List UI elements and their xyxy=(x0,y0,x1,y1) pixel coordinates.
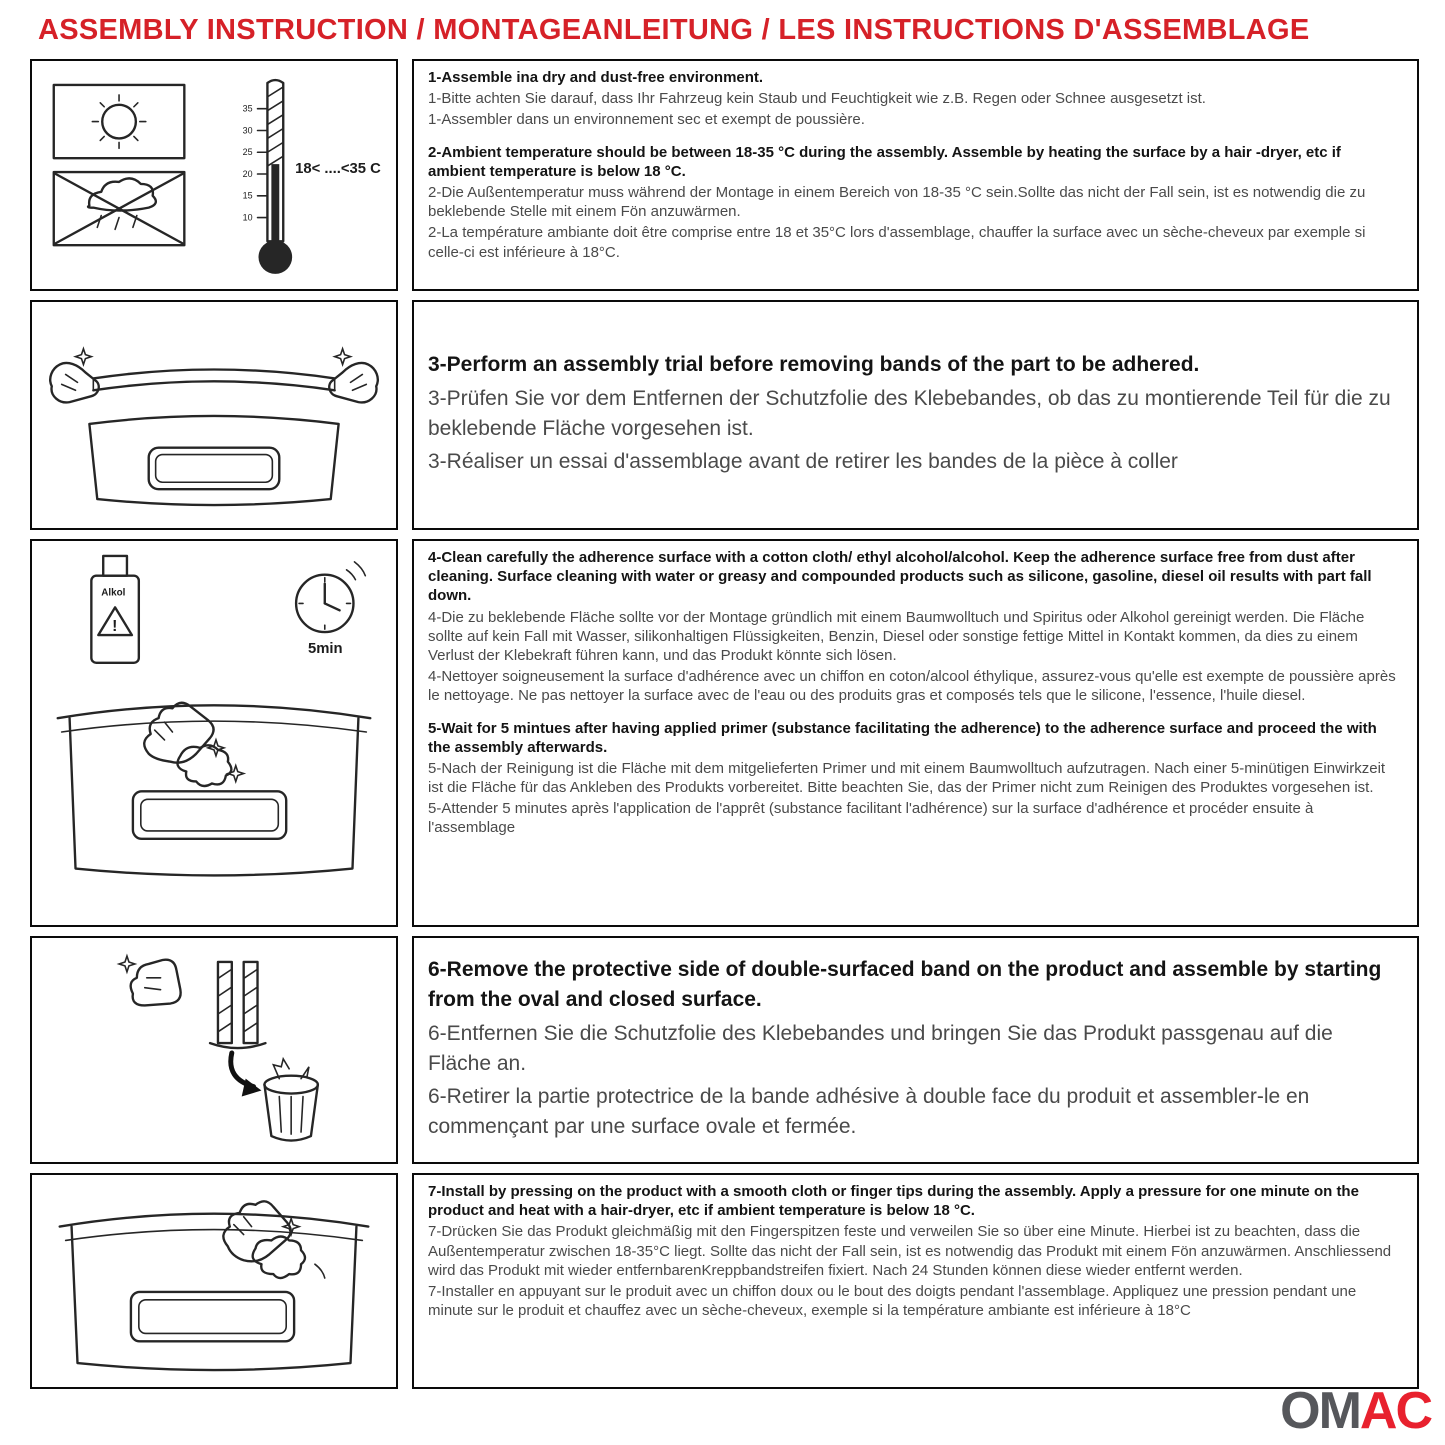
omac-logo xyxy=(1280,1382,1431,1440)
section-cleaning xyxy=(30,539,1419,927)
step-6-de: 6-Entfernen Sie die Schutzfolie des Klebebandes und bringen Sie das Produkt passgenau auf die Fläche an. xyxy=(428,1021,1333,1075)
step-2-de: 2-Die Außentemperatur muss während der Montage in einem Bereich von 18-35 °C sein.Sollte das nicht der Fall sein, ist es notwendig die zu beklebende Stelle mit einem Fön anzuwärmen. xyxy=(428,183,1366,221)
section-trial-fit xyxy=(30,300,1419,530)
section-press xyxy=(30,1173,1419,1389)
step-1-fr: 1-Assembler dans un environnement sec et exempt de poussière. xyxy=(428,111,865,129)
thermo-tick-15: 15 xyxy=(242,190,253,201)
remove-band-illustration-svg xyxy=(32,937,396,1163)
left-hand-icon xyxy=(50,349,99,403)
step-2-en: 2-Ambient temperature should be between 18-35 °C during the assembly. Assemble by heating the surface by a hair -dryer, etc if ambient temperature is below 18 °C. xyxy=(428,143,1341,180)
environment-illustration-svg xyxy=(32,60,396,290)
trim-strip-icon xyxy=(93,370,334,391)
temperature-range-label: 18< ....<35 C xyxy=(295,161,381,178)
step-7-de: 7-Drücken Sie das Produkt gleichmäßig mit den Fingerspitzen feste und verweilen Sie so über eine Minute. Hierbei ist zu beachten, dass die Außentemperatur zwischen 18-35°C liegt. Sollte das nicht der Fall sein, ist es notwendig das Produkt mit einem Fön anzuwärmen. Anschliessend wird das Produkt mit wieder entfernbarenKreppbandstreifen fixiert. Nach 24 Stunden können diese wieder entfernt werden. xyxy=(428,1223,1392,1279)
step-1-en: 1-Assemble ina dry and dust-free environment. xyxy=(428,69,764,86)
trial-fit-illustration-svg xyxy=(32,300,396,530)
arrow-icon xyxy=(231,1053,262,1097)
page-title: ASSEMBLY INSTRUCTION / MONTAGEANLEITUNG / LES INSTRUCTIONS D'ASSEMBLAGE xyxy=(38,14,1310,46)
step-3-en: 3-Perform an assembly trial before removing bands of the part to be adhered. xyxy=(428,352,1200,376)
step-6-en: 6-Remove the protective side of double-surfaced band on the product and assemble by starting from the oval and closed surface. xyxy=(428,958,1382,1011)
wiping-hand-icon xyxy=(144,703,243,786)
trunk-panel-icon xyxy=(60,1214,369,1370)
step-4-en: 4-Clean carefully the adherence surface with a cotton cloth/ ethyl alcohol/alcohol. Keep the adherence surface free from dust after cleaning. Surface cleaning with water or greasy and compounded products such as silicone, gasoline, diesel oil results with part fall down. xyxy=(428,549,1372,605)
section-remove-band xyxy=(30,936,1419,1164)
section-cleaning-text xyxy=(412,539,1419,927)
warning-mark: ! xyxy=(112,618,118,636)
peeling-hand-icon xyxy=(119,956,181,1005)
step-5-en: 5-Wait for 5 mintues after having applied primer (substance facilitating the adherence) to the adherence surface and proceed the with the assembly afterwards. xyxy=(428,719,1377,756)
step-4-fr: 4-Nettoyer soigneusement la surface d'adhérence avec un chiffon en coton/alcool éthylique, assurez-vous qu'elle est exempte de poussière après le nettoyage. Ne pas nettoyer la surface avec de l'eau ou des produits gras et composés tels que le silicone, l'essence, l'huile diesel. xyxy=(428,668,1396,705)
section-remove-band-text xyxy=(412,936,1419,1164)
cleaning-illustration-svg xyxy=(32,540,396,926)
pressing-hand-icon xyxy=(223,1201,324,1278)
trunk-panel-icon xyxy=(89,416,338,505)
section-trial-fit-text xyxy=(412,300,1419,530)
thermo-tick-25: 25 xyxy=(242,147,253,158)
right-hand-icon xyxy=(329,349,378,403)
thermo-tick-20: 20 xyxy=(242,168,253,179)
sun-icon xyxy=(54,85,185,158)
press-illustration xyxy=(30,1173,398,1389)
section-environment xyxy=(30,59,1419,291)
step-5-fr: 5-Attender 5 minutes après l'application de l'apprêt (substance facilitant l'adhérence) sur la surface d'adhérence et procéder ensuite à l'assemblage xyxy=(428,800,1314,837)
thermo-tick-30: 30 xyxy=(242,125,253,136)
remove-band-illustration xyxy=(30,936,398,1164)
step-5-de: 5-Nach der Reinigung ist die Fläche mit dem mitgelieferten Primer und mit einem Baumwolltuch aufzutragen. Nach einer 5-minütigen Einwirkzeit ist die Fläche für das Ankleben des Produkts vorbereitet. Bitte beachten Sie, das der Primer nicht zum Reinigen des Produktes vorgesehen ist. xyxy=(428,759,1386,797)
step-6-fr: 6-Retirer la partie protectrice de la bande adhésive à double face du produit et assembler-le en commençant par une surface ovale et fermée. xyxy=(428,1085,1310,1139)
step-3-de: 3-Prüfen Sie vor dem Entfernen der Schutzfolie des Klebebandes, ob das zu montierende Teil für die zu beklebende Fläche vorgesehen ist. xyxy=(428,386,1391,440)
step-7-fr: 7-Installer en appuyant sur le produit avec un chiffon doux ou le bout des doigts pendant l'assemblage. Appliquez une pression pendant une minute sur le produit et chauffez avec un sèche-cheveux, exemple si la température ambiante est inférieure à 18°C xyxy=(428,1282,1357,1320)
thermo-tick-35: 35 xyxy=(242,103,253,114)
adhesive-strips-icon xyxy=(210,962,265,1048)
step-4-de: 4-Die zu beklebende Fläche sollte vor der Montage gründlich mit einem Baumwolltuch und Spiritus oder Alkohol gereinigt werden. Die Fläche sollte auf kein Fall mit Wasser, silikonhaltigen Flüssigkeiten, Benzin, Diesel oder sonstige fettige Mittel in Kontakt kommen, da dies zu einem Verlust der Klebekraft führen kann, und das Produkt könnte sich lösen. xyxy=(428,608,1365,664)
thermo-tick-10: 10 xyxy=(242,212,253,223)
thermometer-icon xyxy=(243,80,292,274)
omac-logo-gray: OM xyxy=(1280,1382,1360,1440)
step-2-fr: 2-La température ambiante doit être comprise entre 18 et 35°C lors d'assemblage, chauffer la surface avec un sèche-cheveux par exemple si celle-ci est inférieure à 18°C. xyxy=(428,224,1366,261)
trial-fit-illustration xyxy=(30,300,398,530)
omac-logo-red: AC xyxy=(1359,1382,1431,1440)
press-illustration-svg xyxy=(32,1174,396,1388)
environment-illustration xyxy=(30,59,398,291)
cleaning-illustration xyxy=(30,539,398,927)
step-3-fr: 3-Réaliser un essai d'assemblage avant de retirer les bandes de la pièce à coller xyxy=(428,450,1178,474)
section-environment-text xyxy=(412,59,1419,291)
no-rain-icon xyxy=(54,172,185,245)
step-1-de: 1-Bitte achten Sie darauf, dass Ihr Fahrzeug kein Staub und Feuchtigkeit wie z.B. Regen oder Schnee ausgesetzt ist. xyxy=(428,90,1206,108)
clock-icon xyxy=(296,562,365,657)
alcohol-bottle-icon xyxy=(91,556,138,663)
step-7-en: 7-Install by pressing on the product with a smooth cloth or finger tips during the assembly. Apply a pressure for one minute on the product and heat with a hair-dryer, etc if ambient temperature is below 18 °C. xyxy=(428,1183,1359,1220)
bottle-label: Alkol xyxy=(101,587,126,599)
clock-duration-label: 5min xyxy=(307,640,343,657)
trash-can-icon xyxy=(264,1059,317,1141)
section-press-text xyxy=(412,1173,1419,1389)
